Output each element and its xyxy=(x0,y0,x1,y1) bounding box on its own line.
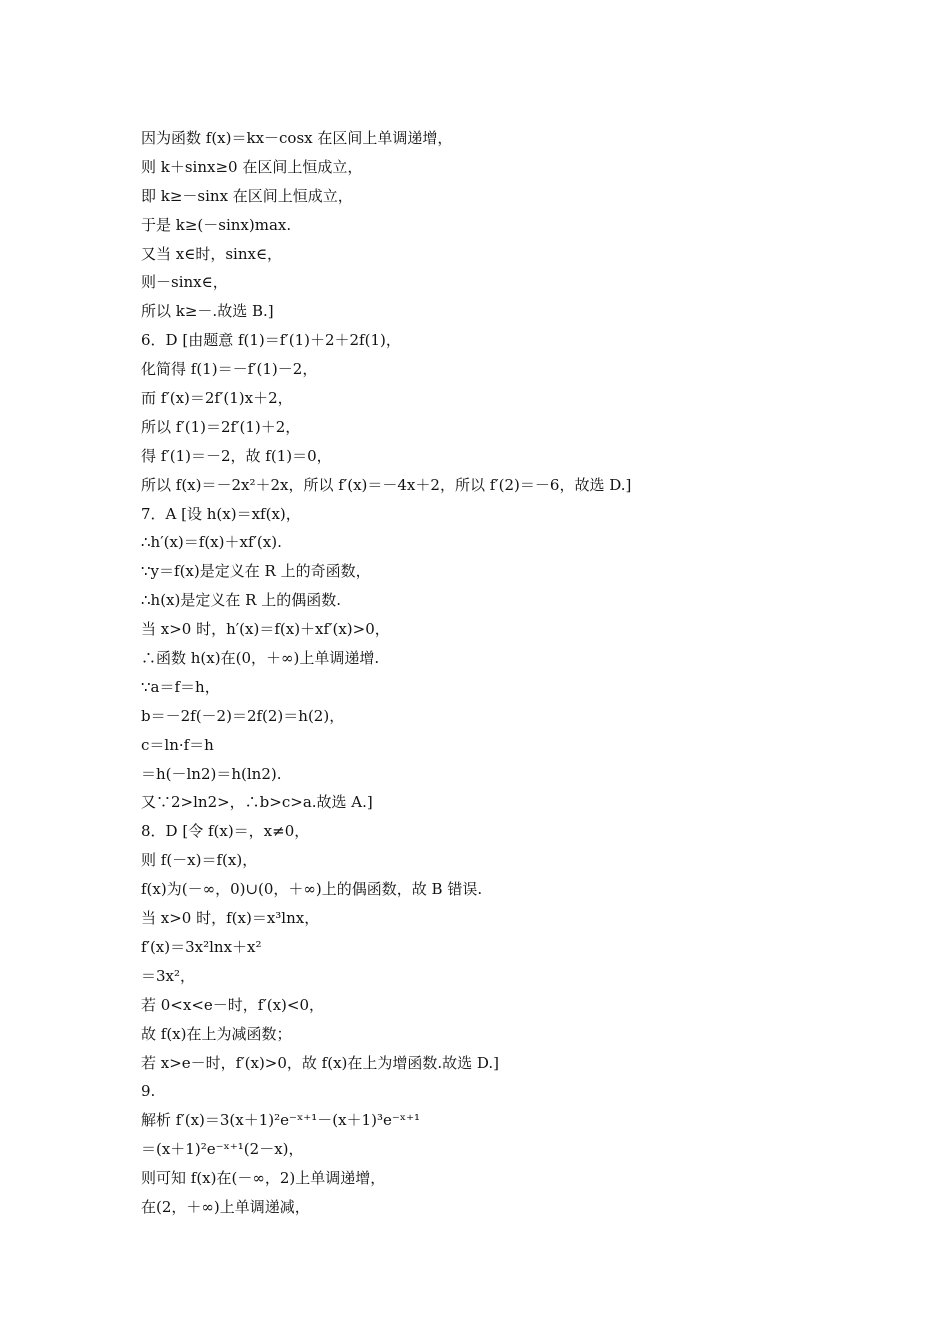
text-line: 8．D [令 f(x)＝，x≠0， xyxy=(141,822,310,841)
text-line: b＝－2f(－2)＝2f(2)＝h(2)， xyxy=(141,706,345,725)
text-line: f(x)为(－∞，0)∪(0，＋∞)上的偶函数，故 B 错误. xyxy=(141,880,483,899)
text-line: 故 f(x)在上为减函数； xyxy=(141,1024,292,1043)
text-line: 所以 k≥－.故选 B.] xyxy=(141,302,274,321)
text-line: 因为函数 f(x)＝kx－cosx 在区间上单调递增， xyxy=(141,129,453,147)
text-line: 而 f′(x)＝2f′(1)x＋2， xyxy=(141,389,293,408)
solution-text xyxy=(141,124,841,1222)
text-line: 则可知 f(x)在(－∞，2)上单调递增， xyxy=(141,1169,386,1188)
text-line: 则 k＋sinx≥0 在区间上恒成立， xyxy=(141,157,363,176)
text-line: ＝(x＋1)²e⁻ˣ⁺¹(2－x)， xyxy=(141,1140,304,1159)
text-line: ＝h(－ln2)＝h(ln2). xyxy=(141,764,282,783)
text-line: ∴h′(x)＝f(x)＋xf′(x). xyxy=(141,533,282,552)
text-line: 化简得 f(1)＝－f′(1)－2， xyxy=(141,360,318,379)
text-line: 于是 k≥(－sinx)max. xyxy=(141,215,292,234)
text-line: 在(2，＋∞)上单调递减， xyxy=(141,1197,310,1216)
text-line: 所以 f(x)＝－2x²＋2x，所以 f′(x)＝－4x＋2，所以 f′(2)＝－6，故选 D.] xyxy=(141,475,632,494)
text-line: f′(x)＝3x²lnx＋x² xyxy=(141,937,262,956)
text-line: 得 f′(1)＝－2，故 f(1)＝0， xyxy=(141,446,332,465)
text-line: 7．A [设 h(x)＝xf(x)， xyxy=(141,504,301,523)
text-line: 所以 f′(1)＝2f′(1)＋2， xyxy=(141,417,301,436)
text-line: ＝3x²， xyxy=(141,966,196,985)
text-line: ∴函数 h(x)在(0，＋∞)上单调递增. xyxy=(141,649,380,668)
text-line: 又∵2>ln2>，∴b>c>a.故选 A.] xyxy=(141,793,373,812)
text-line: ∴h(x)是定义在 R 上的偶函数. xyxy=(141,591,341,610)
text-line: 若 x>e－时，f′(x)>0，故 f(x)在上为增函数.故选 D.] xyxy=(141,1053,500,1072)
text-line: 若 0<x<e－时，f′(x)<0， xyxy=(141,995,325,1014)
text-line: 又当 x∈时，sinx∈， xyxy=(141,244,283,263)
text-line: c＝ln·f＝h xyxy=(141,735,214,754)
text-line: 即 k≥－sinx 在区间上恒成立， xyxy=(141,186,353,205)
text-line: 则 f(－x)＝f(x)， xyxy=(141,851,258,870)
text-line: 9. xyxy=(141,1082,156,1101)
text-line: ∵a＝f＝h， xyxy=(141,677,220,696)
text-line: 当 x>0 时，f(x)＝x³lnx， xyxy=(141,909,320,928)
text-line: 6．D [由题意 f(1)＝f′(1)＋2＋2f(1)， xyxy=(141,331,401,350)
text-line: 则－sinx∈， xyxy=(141,273,228,292)
text-line: 当 x>0 时，h′(x)＝f(x)＋xf′(x)>0， xyxy=(141,620,390,639)
text-line: ∵y＝f(x)是定义在 R 上的奇函数， xyxy=(141,562,371,581)
text-line: 解析 f′(x)＝3(x＋1)²e⁻ˣ⁺¹－(x＋1)³e⁻ˣ⁺¹ xyxy=(141,1111,421,1130)
